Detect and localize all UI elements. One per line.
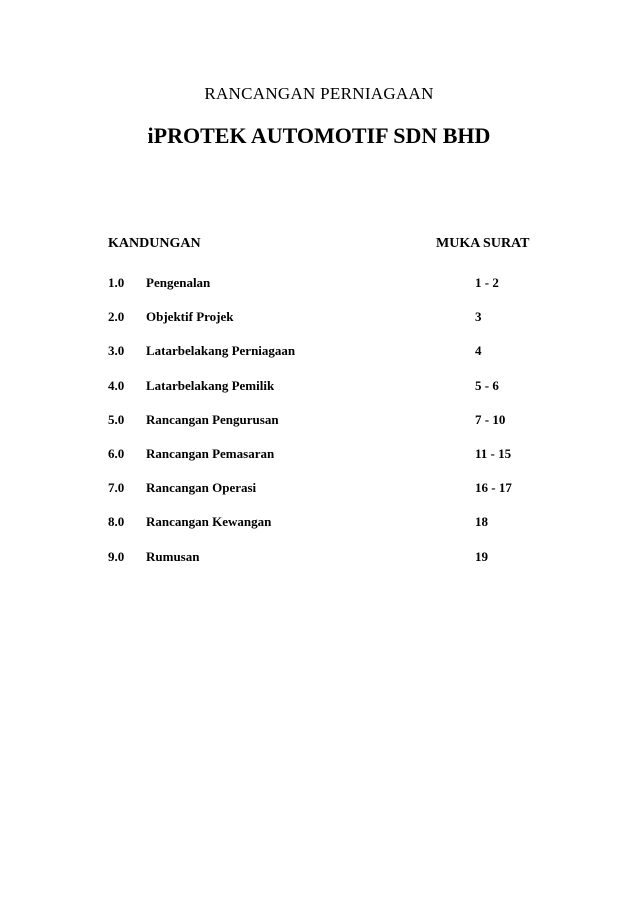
toc-item-number: 2.0 (108, 309, 125, 325)
toc-item-number: 1.0 (108, 275, 125, 290)
toc-item-page: 7 - 10 (475, 411, 506, 427)
toc-item (108, 309, 548, 343)
company-name: iPROTEK AUTOMOTIF SDN BHD (147, 123, 491, 148)
toc-item-title: Rancangan Operasi (146, 480, 257, 496)
toc-item-number: 5.0 (108, 411, 125, 427)
toc-item-number: 6.0 (108, 445, 125, 461)
toc-item (108, 412, 548, 446)
toc-item (108, 549, 548, 583)
page-number-header: MUKA SURAT (436, 236, 530, 251)
toc-item-page: 1 - 2 (475, 275, 499, 290)
toc-item-page: 16 - 17 (475, 480, 512, 496)
toc-item-number: 3.0 (108, 343, 125, 359)
toc-item-page: 11 - 15 (475, 445, 512, 461)
toc-item-number: 4.0 (108, 377, 125, 393)
toc-item-title: Rancangan Pemasaran (146, 445, 275, 461)
toc-item-title: Pengenalan (146, 275, 211, 290)
table-of-contents (108, 275, 548, 583)
toc-item-title: Latarbelakang Pemilik (146, 377, 275, 393)
toc-item-page: 3 (475, 309, 482, 325)
toc-item-page: 18 (475, 514, 488, 530)
toc-item-title: Objektif Projek (146, 309, 234, 325)
toc-item (108, 343, 548, 377)
toc-item-number: 8.0 (108, 514, 125, 530)
toc-item (108, 514, 548, 548)
toc-item-title: Rancangan Kewangan (146, 514, 272, 530)
toc-item-title: Rumusan (146, 548, 200, 564)
toc-item-title: Latarbelakang Perniagaan (146, 343, 296, 359)
toc-item (108, 446, 548, 480)
toc-item (108, 275, 548, 309)
document-title: RANCANGAN PERNIAGAAN (204, 84, 434, 103)
toc-item-page: 5 - 6 (475, 377, 499, 393)
toc-item (108, 480, 548, 514)
toc-item (108, 378, 548, 412)
toc-item-page: 4 (475, 343, 482, 359)
toc-item-number: 9.0 (108, 548, 125, 564)
toc-item-page: 19 (475, 548, 488, 564)
contents-header: KANDUNGAN (108, 236, 201, 251)
toc-item-title: Rancangan Pengurusan (146, 411, 279, 427)
toc-item-number: 7.0 (108, 480, 125, 496)
